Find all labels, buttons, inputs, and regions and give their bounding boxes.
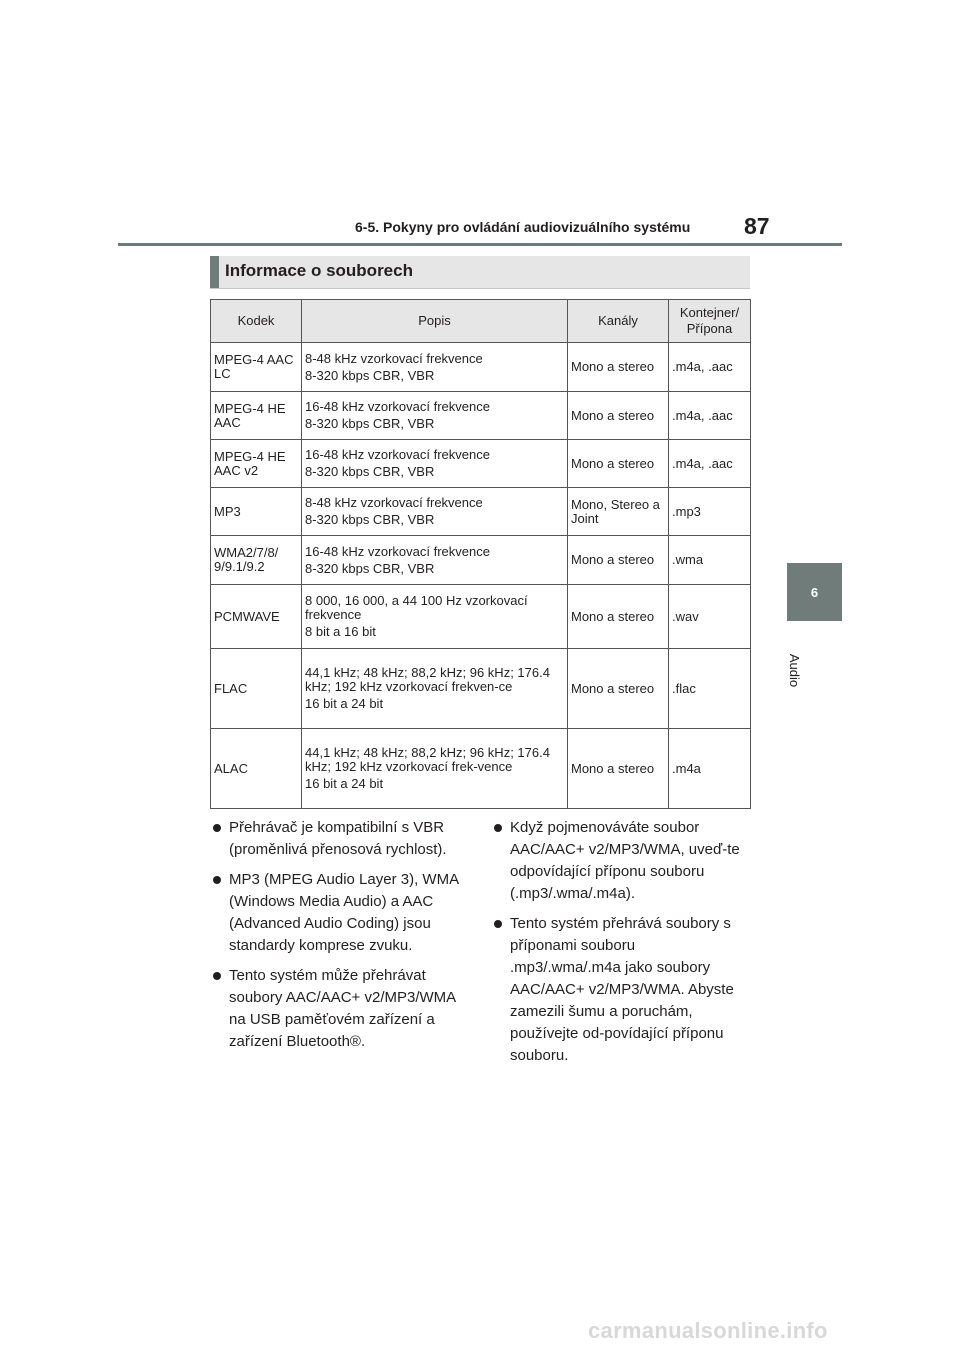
channels-cell: Mono a stereo <box>568 649 669 729</box>
description-cell: 16-48 kHz vzorkovací frekvence 8-320 kbps CBR, VBR <box>302 440 568 488</box>
list-item-text: Když pojmenováváte soubor AAC/AAC+ v2/MP3/WMA, uveď-te odpovídající příponu souboru (.mp3/.wma/.m4a). <box>510 819 740 902</box>
container-cell: .flac <box>669 649 751 729</box>
list-item-text: Tento systém může přehrávat soubory AAC/AAC+ v2/MP3/WMA na USB paměťovém zařízení a zařízení Bluetooth®. <box>229 967 456 1050</box>
section-accent-bar <box>210 256 219 288</box>
codec-cell: MP3 <box>211 488 302 536</box>
column-header-container: Kontejner/ Přípona <box>669 300 751 343</box>
header-title: 6-5. Pokyny pro ovládání audiovizuálního systému <box>355 219 691 235</box>
table-row <box>211 649 751 729</box>
codec-cell: FLAC <box>211 649 302 729</box>
description-cell: 8 000, 16 000, a 44 100 Hz vzorkovací frekvence 8 bit a 16 bit <box>302 585 568 649</box>
table-row <box>211 729 751 809</box>
codec-table <box>210 299 751 809</box>
bullet-dot-icon <box>213 972 221 980</box>
description-cell: 44,1 kHz; 48 kHz; 88,2 kHz; 96 kHz; 176.4 kHz; 192 kHz vzorkovací frekven-ce 16 bit a 24 bit <box>302 649 568 729</box>
page-number: 87 <box>744 213 770 239</box>
codec-cell: MPEG-4 HE AAC v2 <box>211 440 302 488</box>
codec-cell: MPEG-4 HE AAC <box>211 392 302 440</box>
list-item-text: MP3 (MPEG Audio Layer 3), WMA (Windows Media Audio) a AAC (Advanced Audio Coding) jsou standardy komprese zvuku. <box>229 871 459 954</box>
list-item <box>210 817 465 861</box>
list-item-text: Tento systém přehrává soubory s příponami souboru .mp3/.wma/.m4a jako soubory AAC/AAC+ v2/MP3/WMA. Abyste zamezili šumu a poruchám, používejte od-povídající příponu souboru. <box>510 915 734 1064</box>
chapter-tab <box>787 563 842 621</box>
table-row <box>211 440 751 488</box>
table-row <box>211 488 751 536</box>
bullet-list-left <box>210 817 465 1061</box>
channels-cell: Mono a stereo <box>568 729 669 809</box>
channels-cell: Mono a stereo <box>568 585 669 649</box>
bullet-dot-icon <box>494 920 502 928</box>
container-cell: .m4a, .aac <box>669 440 751 488</box>
list-item-text: Přehrávač je kompatibilní s VBR (proměnlivá přenosová rychlost). <box>229 819 447 858</box>
list-item <box>210 965 465 1053</box>
description-cell: 8-48 kHz vzorkovací frekvence 8-320 kbps CBR, VBR <box>302 488 568 536</box>
chapter-label-container <box>781 650 809 690</box>
header-divider <box>118 243 842 246</box>
channels-cell: Mono, Stereo a Joint <box>568 488 669 536</box>
table-row <box>211 585 751 649</box>
channels-cell: Mono a stereo <box>568 440 669 488</box>
channels-cell: Mono a stereo <box>568 343 669 392</box>
column-header-channels: Kanály <box>568 300 669 343</box>
channels-cell: Mono a stereo <box>568 392 669 440</box>
section-title: Informace o souborech <box>225 261 413 280</box>
channels-cell: Mono a stereo <box>568 536 669 585</box>
bullet-dot-icon <box>213 876 221 884</box>
bullet-list-right <box>491 817 746 1075</box>
container-cell: .wav <box>669 585 751 649</box>
container-cell: .mp3 <box>669 488 751 536</box>
codec-cell: WMA2/7/8/ 9/9.1/9.2 <box>211 536 302 585</box>
description-cell: 44,1 kHz; 48 kHz; 88,2 kHz; 96 kHz; 176.4 kHz; 192 kHz vzorkovací frek-vence 16 bit a 24 bit <box>302 729 568 809</box>
list-item <box>491 817 746 905</box>
codec-cell: MPEG-4 AAC LC <box>211 343 302 392</box>
codec-cell: PCMWAVE <box>211 585 302 649</box>
description-cell: 16-48 kHz vzorkovací frekvence 8-320 kbps CBR, VBR <box>302 536 568 585</box>
column-header-description: Popis <box>302 300 568 343</box>
list-item <box>491 913 746 1067</box>
table-row <box>211 343 751 392</box>
container-cell: .m4a, .aac <box>669 392 751 440</box>
table-row <box>211 392 751 440</box>
container-cell: .m4a, .aac <box>669 343 751 392</box>
section-heading <box>210 256 750 289</box>
bullet-dot-icon <box>213 824 221 832</box>
column-header-codec: Kodek <box>211 300 302 343</box>
codec-cell: ALAC <box>211 729 302 809</box>
table-header-row <box>211 300 751 343</box>
site-watermark: carmanualsonline.info <box>588 1318 828 1343</box>
description-cell: 16-48 kHz vzorkovací frekvence 8-320 kbps CBR, VBR <box>302 392 568 440</box>
container-cell: .wma <box>669 536 751 585</box>
description-cell: 8-48 kHz vzorkovací frekvence 8-320 kbps CBR, VBR <box>302 343 568 392</box>
chapter-label: Audio <box>787 653 803 687</box>
table-row <box>211 536 751 585</box>
bullet-dot-icon <box>494 824 502 832</box>
chapter-number: 6 <box>810 584 819 600</box>
container-cell: .m4a <box>669 729 751 809</box>
list-item <box>210 869 465 957</box>
